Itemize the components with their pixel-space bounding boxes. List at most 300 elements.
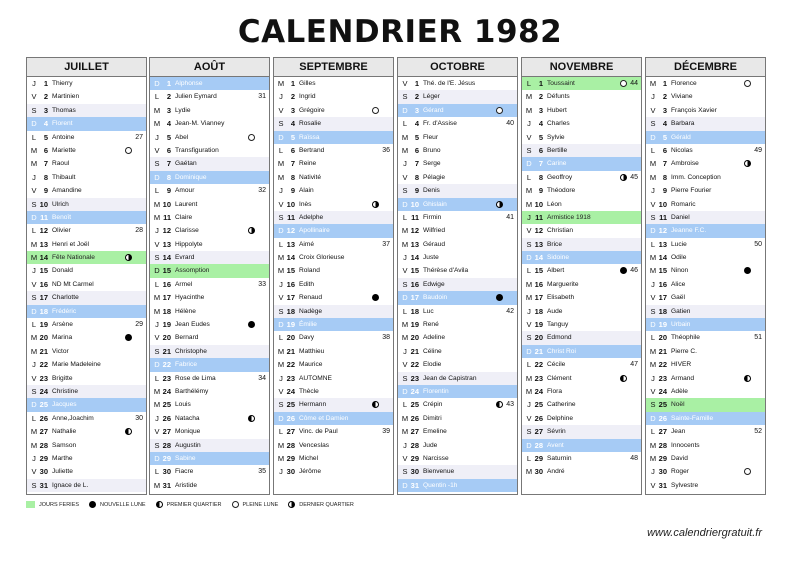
day-row bbox=[398, 425, 517, 438]
day-number: 26 bbox=[162, 413, 171, 423]
day-number: 12 bbox=[534, 226, 543, 236]
weekday-letter: S bbox=[402, 279, 408, 289]
day-number: 29 bbox=[410, 453, 419, 463]
day-number: 22 bbox=[286, 360, 295, 370]
day-row bbox=[398, 131, 517, 144]
saint-name: Tanguy bbox=[547, 321, 569, 329]
saint-name: Sabine bbox=[175, 454, 196, 462]
day-row bbox=[522, 345, 641, 358]
day-number: 9 bbox=[43, 186, 48, 196]
weekday-letter: V bbox=[154, 333, 160, 343]
day-number: 13 bbox=[410, 239, 419, 249]
day-row bbox=[274, 77, 393, 90]
day-row bbox=[150, 211, 269, 224]
saint-name: Florentin bbox=[423, 387, 449, 395]
saint-name: Gérald bbox=[671, 133, 691, 141]
month-6 bbox=[645, 57, 766, 495]
weekday-letter: L bbox=[278, 145, 284, 155]
day-row bbox=[27, 77, 146, 90]
moon-phase-icon bbox=[496, 201, 503, 208]
saint-name: Nicolas bbox=[671, 146, 693, 154]
week-number: 48 bbox=[630, 454, 638, 462]
saint-name: AUTOMNE bbox=[299, 374, 332, 382]
day-number: 16 bbox=[39, 279, 48, 289]
week-number: 28 bbox=[135, 227, 143, 235]
saint-name: Roger bbox=[671, 468, 689, 476]
day-number: 24 bbox=[162, 386, 171, 396]
weekday-letter: L bbox=[402, 212, 408, 222]
saint-name: Fabrice bbox=[175, 361, 197, 369]
day-row bbox=[398, 238, 517, 251]
week-number: 30 bbox=[135, 414, 143, 422]
weekday-letter: D bbox=[31, 119, 37, 129]
weekday-letter: M bbox=[277, 159, 285, 169]
day-number: 17 bbox=[534, 293, 543, 303]
day-number: 7 bbox=[662, 159, 667, 169]
weekday-letter: V bbox=[650, 199, 656, 209]
day-row bbox=[150, 224, 269, 237]
weekday-letter: M bbox=[153, 293, 161, 303]
saint-name: Innocents bbox=[671, 441, 700, 449]
day-number: 19 bbox=[534, 320, 543, 330]
weekday-letter: V bbox=[154, 427, 160, 437]
day-number: 30 bbox=[410, 467, 419, 477]
day-row bbox=[522, 372, 641, 385]
weekday-letter: S bbox=[402, 373, 408, 383]
month-header: DÉCEMBRE bbox=[646, 58, 765, 77]
day-row bbox=[27, 318, 146, 331]
month-1 bbox=[26, 57, 147, 495]
weekday-letter: J bbox=[32, 360, 36, 370]
weekday-letter: M bbox=[401, 320, 409, 330]
day-row bbox=[398, 157, 517, 170]
day-row bbox=[646, 90, 765, 103]
weekday-letter: D bbox=[154, 266, 160, 276]
day-number: 18 bbox=[286, 306, 295, 316]
week-number: 40 bbox=[506, 120, 514, 128]
moon-phase-icon bbox=[89, 501, 96, 508]
day-number: 5 bbox=[538, 132, 543, 142]
week-number: 49 bbox=[754, 146, 762, 154]
day-row bbox=[646, 479, 765, 492]
weekday-letter: M bbox=[649, 253, 657, 263]
day-number: 9 bbox=[538, 186, 543, 196]
day-number: 26 bbox=[534, 413, 543, 423]
day-number: 17 bbox=[162, 293, 171, 303]
weekday-letter: J bbox=[279, 467, 283, 477]
day-row bbox=[398, 331, 517, 344]
day-number: 10 bbox=[39, 199, 48, 209]
day-row bbox=[27, 278, 146, 291]
saint-name: Odile bbox=[671, 254, 687, 262]
day-number: 6 bbox=[166, 145, 171, 155]
saint-name: Gaël bbox=[671, 294, 685, 302]
saint-name: Elisabeth bbox=[547, 294, 575, 302]
weekday-letter: M bbox=[401, 226, 409, 236]
day-row bbox=[398, 251, 517, 264]
day-number: 3 bbox=[662, 105, 667, 115]
saint-name: René bbox=[423, 321, 439, 329]
weekday-letter: V bbox=[31, 186, 37, 196]
moon-phase-icon bbox=[248, 134, 255, 141]
weekday-letter: D bbox=[154, 172, 160, 182]
weekday-letter: D bbox=[526, 440, 532, 450]
day-row bbox=[398, 412, 517, 425]
day-number: 22 bbox=[410, 360, 419, 370]
day-row bbox=[646, 117, 765, 130]
weekday-letter: J bbox=[651, 373, 655, 383]
weekday-letter: V bbox=[154, 239, 160, 249]
saint-name: Bertille bbox=[547, 146, 568, 154]
weekday-letter: V bbox=[154, 145, 160, 155]
weekday-letter: M bbox=[153, 119, 161, 129]
day-row bbox=[150, 157, 269, 170]
saint-name: Monique bbox=[175, 428, 201, 436]
weekday-letter: M bbox=[401, 239, 409, 249]
weekday-letter: M bbox=[525, 373, 533, 383]
saint-name: Mariette bbox=[52, 146, 76, 154]
saint-name: Ghislain bbox=[423, 200, 447, 208]
day-number: 7 bbox=[290, 159, 295, 169]
saint-name: Catherine bbox=[547, 401, 576, 409]
day-row bbox=[646, 171, 765, 184]
day-row bbox=[522, 439, 641, 452]
day-number: 10 bbox=[162, 199, 171, 209]
week-number: 27 bbox=[135, 133, 143, 141]
weekday-letter: M bbox=[649, 346, 657, 356]
weekday-letter: L bbox=[278, 427, 284, 437]
day-row bbox=[522, 184, 641, 197]
day-number: 23 bbox=[286, 373, 295, 383]
weekday-letter: J bbox=[155, 226, 159, 236]
saint-name: Inès bbox=[299, 200, 312, 208]
saint-name: Edith bbox=[299, 280, 315, 288]
weekday-letter: V bbox=[278, 293, 284, 303]
weekday-letter: V bbox=[650, 480, 656, 490]
saint-name: Côme et Damien bbox=[299, 414, 349, 422]
day-number: 8 bbox=[662, 172, 667, 182]
day-number: 15 bbox=[534, 266, 543, 276]
day-number: 6 bbox=[43, 145, 48, 155]
day-row bbox=[398, 198, 517, 211]
day-number: 11 bbox=[411, 212, 419, 222]
day-row bbox=[398, 398, 517, 411]
day-row bbox=[398, 385, 517, 398]
saint-name: Noël bbox=[671, 401, 685, 409]
weekday-letter: L bbox=[402, 306, 408, 316]
saint-name: Elodie bbox=[423, 361, 442, 369]
saint-name: Ignace de L. bbox=[52, 481, 89, 489]
moon-phase-icon bbox=[372, 107, 379, 114]
day-row bbox=[150, 358, 269, 371]
day-row bbox=[27, 117, 146, 130]
saint-name: Fête Nationale bbox=[52, 254, 95, 262]
day-row bbox=[398, 278, 517, 291]
saint-name: Rose de Lima bbox=[175, 374, 216, 382]
day-row bbox=[274, 331, 393, 344]
saint-name: Saturnin bbox=[547, 454, 572, 462]
saint-name: Hermann bbox=[299, 401, 327, 409]
weekday-letter: M bbox=[153, 105, 161, 115]
day-row bbox=[27, 238, 146, 251]
day-row bbox=[274, 184, 393, 197]
saint-name: Frédéric bbox=[52, 307, 77, 315]
saint-name: Adèle bbox=[671, 387, 688, 395]
saint-name: Charlotte bbox=[52, 294, 79, 302]
day-number: 30 bbox=[534, 467, 543, 477]
weekday-letter: V bbox=[526, 132, 532, 142]
weekday-letter: S bbox=[278, 400, 284, 410]
day-number: 28 bbox=[658, 440, 667, 450]
weekday-letter: M bbox=[153, 306, 161, 316]
day-row bbox=[27, 104, 146, 117]
moon-phase-icon bbox=[620, 80, 627, 87]
day-number: 15 bbox=[162, 266, 171, 276]
day-number: 6 bbox=[414, 145, 419, 155]
weekday-letter: S bbox=[402, 467, 408, 477]
week-number: 32 bbox=[258, 187, 266, 195]
day-row bbox=[646, 184, 765, 197]
weekday-letter: M bbox=[30, 253, 38, 263]
saint-name: Jean bbox=[671, 428, 686, 436]
day-row bbox=[522, 104, 641, 117]
day-number: 26 bbox=[286, 413, 295, 423]
saint-name: Daniel bbox=[671, 213, 690, 221]
day-number: 19 bbox=[410, 320, 419, 330]
day-row bbox=[27, 358, 146, 371]
weekday-letter: L bbox=[154, 186, 160, 196]
saint-name: Juste bbox=[423, 254, 439, 262]
weekday-letter: V bbox=[402, 453, 408, 463]
day-row bbox=[522, 398, 641, 411]
day-number: 25 bbox=[162, 400, 171, 410]
day-number: 20 bbox=[162, 333, 171, 343]
weekday-letter: J bbox=[32, 266, 36, 276]
saint-name: Viviane bbox=[671, 93, 693, 101]
day-number: 16 bbox=[658, 279, 667, 289]
day-number: 4 bbox=[290, 119, 295, 129]
day-number: 31 bbox=[658, 480, 667, 490]
day-row bbox=[27, 425, 146, 438]
moon-phase-icon bbox=[372, 201, 379, 208]
day-row bbox=[27, 305, 146, 318]
day-number: 30 bbox=[658, 467, 667, 477]
weekday-letter: S bbox=[650, 212, 656, 222]
day-number: 22 bbox=[162, 360, 171, 370]
weekday-letter: M bbox=[153, 480, 161, 490]
saint-name: Nadège bbox=[299, 307, 323, 315]
day-number: 5 bbox=[662, 132, 667, 142]
day-row bbox=[274, 251, 393, 264]
day-number: 7 bbox=[43, 159, 48, 169]
day-row bbox=[274, 104, 393, 117]
week-number: 39 bbox=[382, 428, 390, 436]
day-number: 27 bbox=[162, 427, 171, 437]
saint-name: Louis bbox=[175, 401, 191, 409]
day-row bbox=[522, 224, 641, 237]
weekday-letter: M bbox=[649, 172, 657, 182]
weekday-letter: D bbox=[402, 293, 408, 303]
day-row bbox=[646, 198, 765, 211]
weekday-letter: M bbox=[277, 79, 285, 88]
weekday-letter: J bbox=[403, 346, 407, 356]
day-row bbox=[274, 439, 393, 452]
weekday-letter: S bbox=[526, 145, 532, 155]
day-number: 16 bbox=[534, 279, 543, 289]
day-number: 17 bbox=[39, 293, 48, 303]
day-row bbox=[522, 77, 641, 90]
day-row bbox=[274, 264, 393, 277]
saint-name: Alain bbox=[299, 187, 314, 195]
week-number: 31 bbox=[258, 93, 266, 101]
day-row bbox=[646, 372, 765, 385]
day-row bbox=[27, 131, 146, 144]
weekday-letter: S bbox=[402, 186, 408, 196]
day-row bbox=[398, 144, 517, 157]
saint-name: Bertrand bbox=[299, 146, 325, 154]
saint-name: Evrard bbox=[175, 254, 195, 262]
day-number: 24 bbox=[534, 386, 543, 396]
day-row bbox=[27, 198, 146, 211]
saint-name: Grégoire bbox=[299, 106, 325, 114]
weekday-letter: S bbox=[278, 212, 284, 222]
day-number: 12 bbox=[658, 226, 667, 236]
day-number: 4 bbox=[43, 119, 48, 129]
day-row bbox=[27, 251, 146, 264]
weekday-letter: V bbox=[526, 413, 532, 423]
day-number: 14 bbox=[658, 253, 667, 263]
legend-label: JOURS FERIES bbox=[39, 501, 80, 508]
week-number: 46 bbox=[630, 267, 638, 275]
saint-name: Jean-M. Vianney bbox=[175, 120, 225, 128]
day-row bbox=[398, 452, 517, 465]
saint-name: Raïssa bbox=[299, 133, 320, 141]
day-row bbox=[27, 90, 146, 103]
weekday-letter: L bbox=[650, 333, 656, 343]
weekday-letter: L bbox=[31, 413, 37, 423]
day-row bbox=[398, 372, 517, 385]
saint-name: Clarisse bbox=[175, 227, 199, 235]
day-number: 20 bbox=[286, 333, 295, 343]
day-number: 1 bbox=[414, 79, 419, 88]
day-number: 30 bbox=[286, 467, 295, 477]
weekday-letter: M bbox=[525, 467, 533, 477]
saint-name: Flora bbox=[547, 387, 563, 395]
day-number: 2 bbox=[166, 92, 171, 102]
weekday-letter: J bbox=[279, 92, 283, 102]
day-row bbox=[150, 398, 269, 411]
month-3 bbox=[273, 57, 394, 495]
weekday-letter: M bbox=[277, 360, 285, 370]
day-number: 4 bbox=[662, 119, 667, 129]
saint-name: Armand bbox=[671, 374, 695, 382]
month-header: AOÛT bbox=[150, 58, 269, 77]
day-row bbox=[150, 305, 269, 318]
weekday-letter: J bbox=[403, 253, 407, 263]
day-number: 18 bbox=[658, 306, 667, 316]
legend-label: DERNIER QUARTIER bbox=[299, 501, 354, 508]
saint-name: Adelphe bbox=[299, 213, 324, 221]
day-row bbox=[398, 345, 517, 358]
saint-name: Ambroise bbox=[671, 160, 699, 168]
day-number: 11 bbox=[40, 212, 48, 222]
weekday-letter: S bbox=[31, 105, 37, 115]
weekday-letter: S bbox=[402, 92, 408, 102]
day-number: 18 bbox=[39, 306, 48, 316]
weekday-letter: L bbox=[402, 400, 408, 410]
day-row bbox=[274, 171, 393, 184]
website-url: www.calendriergratuit.fr bbox=[647, 527, 762, 539]
day-number: 28 bbox=[410, 440, 419, 450]
day-row bbox=[150, 144, 269, 157]
saint-name: Dominique bbox=[175, 173, 207, 181]
day-row bbox=[398, 211, 517, 224]
week-number: 43 bbox=[506, 401, 514, 409]
week-number: 29 bbox=[135, 321, 143, 329]
day-row bbox=[522, 452, 641, 465]
weekday-letter: M bbox=[277, 172, 285, 182]
saint-name: Laurent bbox=[175, 200, 198, 208]
day-row bbox=[646, 104, 765, 117]
day-row bbox=[150, 117, 269, 130]
day-row bbox=[150, 278, 269, 291]
day-row bbox=[274, 238, 393, 251]
day-number: 1 bbox=[290, 79, 295, 88]
saint-name: Martinien bbox=[52, 93, 80, 101]
day-row bbox=[27, 211, 146, 224]
saint-name: Émilie bbox=[299, 321, 317, 329]
day-row bbox=[522, 264, 641, 277]
weekday-letter: V bbox=[31, 92, 37, 102]
weekday-letter: M bbox=[30, 346, 38, 356]
saint-name: Barbara bbox=[671, 120, 695, 128]
weekday-letter: D bbox=[154, 453, 160, 463]
day-number: 22 bbox=[658, 360, 667, 370]
day-row bbox=[27, 157, 146, 170]
day-number: 30 bbox=[39, 467, 48, 477]
weekday-letter: M bbox=[649, 266, 657, 276]
weekday-letter: M bbox=[649, 79, 657, 88]
day-row bbox=[398, 305, 517, 318]
moon-phase-icon bbox=[232, 501, 239, 508]
day-row bbox=[150, 77, 269, 90]
day-number: 29 bbox=[39, 453, 48, 463]
day-number: 17 bbox=[410, 293, 419, 303]
day-number: 28 bbox=[162, 440, 171, 450]
day-number: 24 bbox=[658, 386, 667, 396]
day-number: 7 bbox=[538, 159, 543, 169]
day-row bbox=[522, 278, 641, 291]
saint-name: Jérôme bbox=[299, 468, 321, 476]
saint-name: Marthe bbox=[52, 454, 73, 462]
day-row bbox=[274, 465, 393, 478]
day-row bbox=[274, 318, 393, 331]
saint-name: Denis bbox=[423, 187, 440, 195]
day-row bbox=[27, 479, 146, 492]
day-row bbox=[150, 331, 269, 344]
saint-name: Antoine bbox=[52, 133, 75, 141]
day-row bbox=[522, 198, 641, 211]
weekday-letter: M bbox=[525, 293, 533, 303]
day-row bbox=[150, 479, 269, 492]
saint-name: Aude bbox=[547, 307, 563, 315]
weekday-letter: V bbox=[526, 226, 532, 236]
day-row bbox=[646, 452, 765, 465]
weekday-letter: M bbox=[153, 199, 161, 209]
day-row bbox=[398, 224, 517, 237]
weekday-letter: M bbox=[30, 159, 38, 169]
day-number: 3 bbox=[414, 105, 419, 115]
